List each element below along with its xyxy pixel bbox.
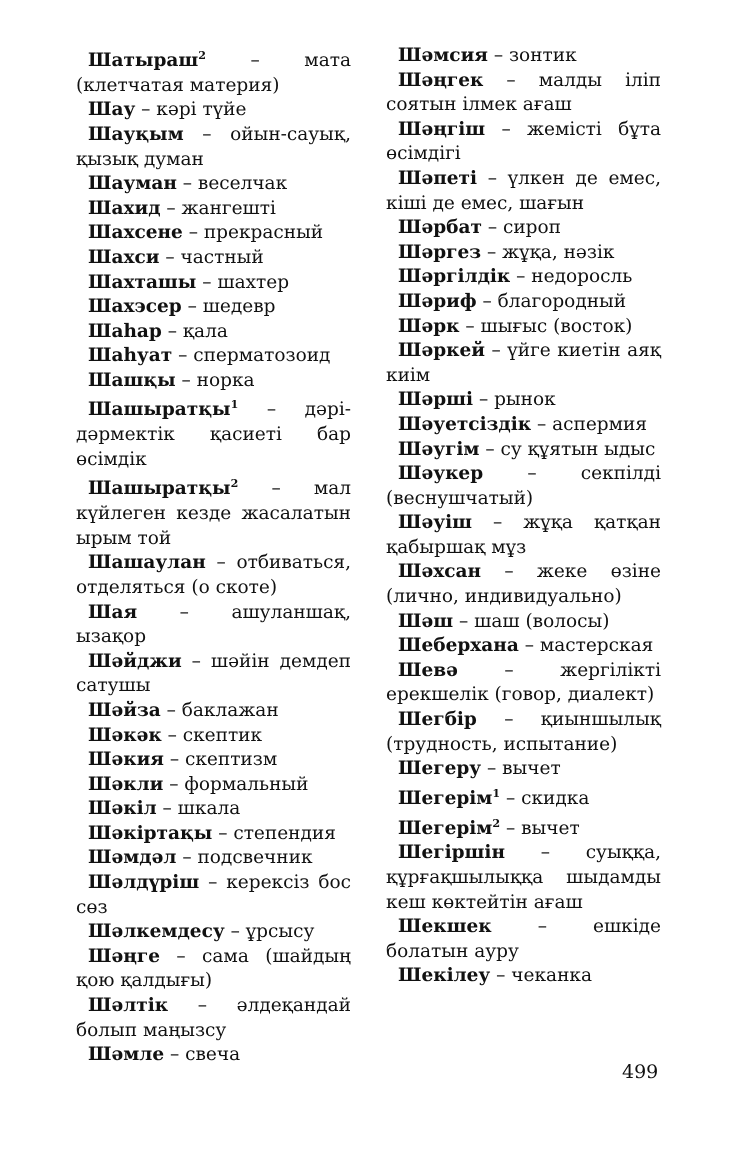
entry-headword: Шауқым: [88, 123, 184, 145]
entry-definition: – свеча: [164, 1044, 241, 1066]
entry-headword: Шегбір: [398, 709, 477, 731]
dictionary-entry: [386, 290, 661, 315]
dictionary-entry: [76, 393, 351, 472]
dictionary-entry: [76, 44, 351, 98]
dictionary-entry: [386, 915, 661, 964]
dictionary-entry: [76, 246, 351, 271]
dictionary-entry: [386, 782, 661, 812]
left-column: [76, 44, 351, 1068]
entry-headword: Шау: [88, 99, 136, 121]
entry-definition: – вычет: [481, 758, 561, 780]
dictionary-entry: [386, 167, 661, 216]
dictionary-entry: [76, 551, 351, 600]
entry-headword: Шәхсан: [398, 561, 482, 583]
dictionary-entry: [386, 757, 661, 782]
dictionary-entry: [386, 511, 661, 560]
entry-definition: – прекрасный: [182, 222, 324, 244]
entry-headword: Шәңгіш: [398, 118, 486, 140]
dictionary-entry: [386, 265, 661, 290]
entry-definition: – веселчак: [176, 173, 288, 195]
entry-definition: – благородный: [476, 290, 627, 312]
entry-definition: – жұқа қатқан қабыршақ мұз: [386, 512, 661, 558]
entry-definition: – скептик: [161, 724, 263, 746]
entry-definition: – қиыншылық (трудность, испытание): [386, 709, 661, 755]
dictionary-entry: [386, 69, 661, 118]
entry-definition: – ойын-сауық, қызық думан: [76, 123, 351, 170]
dictionary-entry: [76, 123, 351, 172]
entry-headword: Шәлкемдесу: [88, 921, 225, 943]
entry-headword: Шәкіл: [88, 798, 157, 820]
dictionary-entry: [76, 197, 351, 222]
entry-headword: Шәлтік: [88, 995, 169, 1017]
entry-headword: Шәриф: [398, 290, 477, 312]
entry-definition: – жергілікті ерекшелік (говор, диалект): [386, 659, 661, 706]
entry-homonym-number: 1: [230, 398, 239, 412]
entry-definition: – жұқа, нәзік: [481, 241, 615, 263]
entry-headword: Шахташы: [88, 271, 197, 293]
entry-headword: Шахсене: [88, 222, 183, 244]
dictionary-entry: [76, 295, 351, 320]
entry-definition: – аспермия: [531, 413, 648, 435]
entry-headword: Шәкіртақы: [88, 822, 213, 844]
entry-headword: Шевә: [398, 659, 458, 681]
entry-headword: Шегерім: [398, 787, 493, 809]
entry-headword: Шәукер: [398, 463, 484, 485]
dictionary-entry: [76, 871, 351, 920]
entry-headword: Шегеру: [398, 758, 482, 780]
dictionary-entry: [386, 438, 661, 463]
dictionary-entry: [76, 472, 351, 551]
entry-headword: Шәкли: [88, 773, 164, 795]
dictionary-entry: [76, 994, 351, 1043]
entry-definition: – шахтер: [196, 271, 290, 293]
entry-definition: – мастерская: [518, 635, 654, 657]
entry-headword: Шәугім: [398, 438, 480, 460]
entry-definition: – дәрі-дәрмектік қасиеті бар өсімдік: [76, 399, 351, 470]
dictionary-entry: [76, 797, 351, 822]
entry-definition: – жангешті: [160, 197, 276, 219]
entry-headword: Шәрбат: [398, 217, 482, 239]
dictionary-entry: [386, 634, 661, 659]
dictionary-entry: [76, 221, 351, 246]
entry-headword: Шашқы: [88, 369, 176, 391]
dictionary-entry: [386, 610, 661, 635]
dictionary-entry: [386, 560, 661, 609]
entry-definition: – шығыс (восток): [459, 315, 633, 337]
entry-headword: Шашыратқы: [88, 478, 231, 500]
entry-headword: Шәргез: [398, 241, 482, 263]
dictionary-entry: [386, 44, 661, 69]
dictionary-entry: [76, 320, 351, 345]
entry-homonym-number: 2: [230, 477, 239, 491]
entry-definition: – қала: [161, 320, 228, 342]
entry-headword: Шәмдәл: [88, 847, 177, 869]
dictionary-entry: [76, 271, 351, 296]
entry-definition: – чеканка: [490, 965, 592, 987]
dictionary-entry: [76, 724, 351, 749]
entry-headword: Шашыратқы: [88, 399, 231, 421]
entry-definition: – формальный: [163, 773, 309, 795]
dictionary-entry: [386, 708, 661, 757]
right-column: [386, 44, 661, 989]
entry-headword: Шәш: [398, 610, 454, 632]
entry-headword: Шегіршін: [398, 842, 505, 864]
entry-definition: – сама (шайдың қою қалдығы): [76, 945, 351, 992]
entry-headword: Шегерім: [398, 817, 493, 839]
entry-definition: – ұрсысу: [224, 921, 315, 943]
dictionary-entry: [386, 315, 661, 340]
entry-definition: – жемісті бұта өсімдігі: [386, 118, 661, 165]
entry-headword: Шекшек: [398, 916, 492, 938]
dictionary-entry: [386, 964, 661, 989]
dictionary-entry: [76, 822, 351, 847]
dictionary-entry: [76, 369, 351, 394]
entry-headword: Шәуетсіздік: [398, 413, 532, 435]
dictionary-entry: [386, 339, 661, 388]
dictionary-entry: [386, 216, 661, 241]
dictionary-entry: [76, 172, 351, 197]
entry-definition: – ешкіде болатын ауру: [386, 916, 661, 962]
dictionary-entry: [386, 413, 661, 438]
entry-headword: Шауман: [88, 173, 177, 195]
entry-definition: – үйге киетін аяқ киім: [386, 340, 661, 386]
dictionary-entry: [386, 118, 661, 167]
entry-headword: Шекілеу: [398, 965, 491, 987]
entry-headword: Шеберхана: [398, 635, 519, 657]
entry-definition: – ашуланшақ, ызақор: [76, 601, 351, 648]
entry-definition: – шедевр: [181, 296, 276, 318]
entry-definition: – подсвечник: [176, 847, 313, 869]
entry-definition: – шәйін демдеп сатушы: [76, 650, 351, 697]
entry-definition: – суыққа, құрғақшылыққа шыдамды кеш көктейтін ағаш: [386, 842, 661, 913]
entry-definition: – вычет: [500, 817, 580, 839]
entry-headword: Шәлдүріш: [88, 872, 200, 894]
entry-headword: Шәйджи: [88, 650, 182, 672]
entry-headword: Шатыраш: [88, 50, 199, 72]
entry-definition: – әлдеқандай болып маңызсу: [76, 995, 351, 1041]
entry-definition: – сироп: [481, 217, 561, 239]
entry-definition: – сперматозоид: [172, 345, 331, 367]
entry-definition: – частный: [159, 246, 264, 268]
entry-definition: – кәрі түйе: [135, 99, 247, 121]
entry-definition: – недоросль: [510, 266, 633, 288]
entry-headword: Шәңге: [88, 945, 161, 967]
entry-definition: – скептизм: [163, 749, 278, 771]
entry-definition: – баклажан: [160, 699, 279, 721]
entry-headword: Шәңгек: [398, 69, 484, 91]
entry-headword: Шаһуат: [88, 345, 173, 367]
entry-definition: – малды іліп соятын ілмек ағаш: [386, 69, 661, 116]
entry-headword: Шәкәк: [88, 724, 162, 746]
entry-definition: – керексіз бос сөз: [76, 872, 351, 918]
entry-homonym-number: 2: [198, 49, 206, 62]
entry-headword: Шәкия: [88, 749, 164, 771]
dictionary-entry: [76, 601, 351, 650]
entry-headword: Шахси: [88, 246, 160, 268]
entry-homonym-number: 1: [492, 786, 501, 800]
dictionary-entry: [76, 1043, 351, 1068]
entry-headword: Шаһар: [88, 320, 162, 342]
entry-definition: – рынок: [473, 389, 556, 411]
entry-definition: – шкала: [156, 798, 241, 820]
entry-homonym-number: 2: [492, 816, 501, 830]
dictionary-entry: [386, 241, 661, 266]
entry-definition: – отбиваться, отделяться (о скоте): [76, 552, 351, 598]
entry-headword: Шахид: [88, 197, 161, 219]
entry-definition: – мал күйлеген кезде жасалатын ырым той: [76, 478, 351, 549]
dictionary-entry: [76, 945, 351, 994]
entry-headword: Шәмле: [88, 1044, 165, 1066]
dictionary-entry: [386, 659, 661, 708]
entry-definition: – зонтик: [487, 45, 577, 66]
entry-headword: Шәмсия: [398, 45, 488, 66]
entry-definition: – үлкен де емес, кіші де емес, шағын: [386, 167, 661, 214]
dictionary-entry: [76, 98, 351, 123]
dictionary-entry: [386, 388, 661, 413]
dictionary-entry: [76, 748, 351, 773]
entry-headword: Шәйза: [88, 699, 161, 721]
entry-definition: – скидка: [500, 787, 590, 809]
entry-headword: Шәпеті: [398, 167, 478, 189]
entry-headword: Шахэсер: [88, 296, 182, 318]
entry-headword: Шәркей: [398, 340, 486, 362]
page-number: 499: [622, 1061, 659, 1083]
entry-definition: – степендия: [212, 822, 336, 844]
entry-definition: – су құятын ыдыс: [479, 438, 656, 460]
entry-headword: Шашаулан: [88, 552, 206, 574]
dictionary-entry: [76, 773, 351, 798]
dictionary-entry: [386, 812, 661, 842]
entry-definition: – норка: [175, 369, 255, 391]
dictionary-entry: [76, 920, 351, 945]
entry-headword: Шая: [88, 601, 138, 623]
dictionary-entry: [76, 846, 351, 871]
dictionary-entry: [76, 650, 351, 699]
dictionary-entry: [386, 841, 661, 915]
entry-definition: – секпілді (веснушчатый): [386, 463, 661, 509]
dictionary-entry: [76, 344, 351, 369]
dictionary-entry: [76, 699, 351, 724]
entry-headword: Шәргілдік: [398, 266, 511, 288]
entry-definition: – шаш (волосы): [453, 610, 610, 632]
entry-headword: Шәуіш: [398, 512, 472, 534]
dictionary-entry: [386, 462, 661, 511]
entry-definition: – мата (клетчатая материя): [76, 50, 351, 96]
entry-headword: Шәрші: [398, 389, 474, 411]
entry-headword: Шәрк: [398, 315, 460, 337]
entry-definition: – жеке өзіне (лично, индивидуально): [386, 561, 661, 608]
